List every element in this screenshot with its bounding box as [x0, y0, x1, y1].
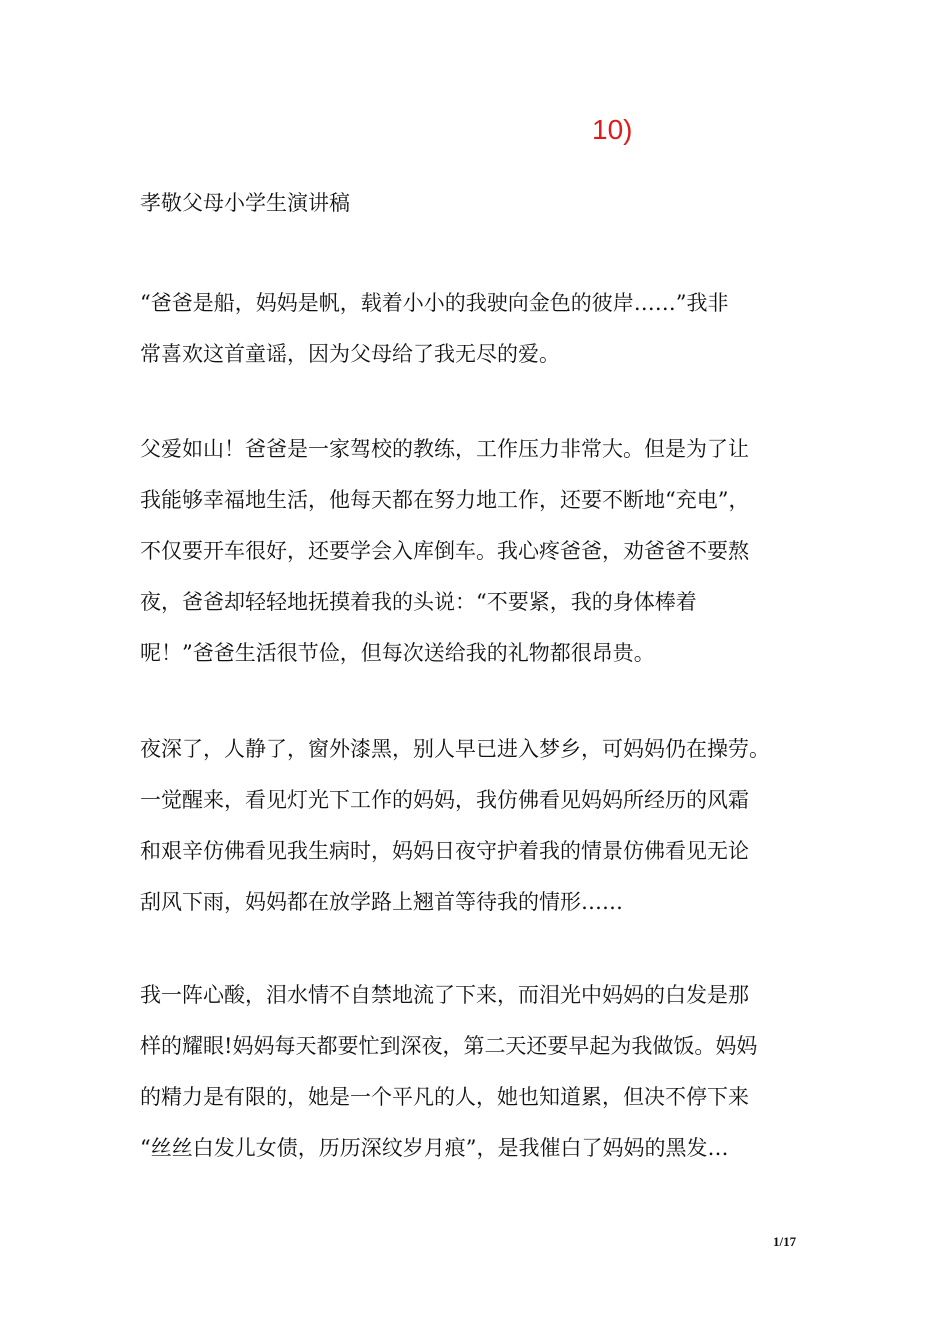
- paragraph-1: [140, 278, 820, 380]
- paragraph-line: 父爱如山！爸爸是一家驾校的教练，工作压力非常大。但是为了让: [140, 437, 749, 461]
- paragraph-line: 一觉醒来，看见灯光下工作的妈妈，我仿佛看见妈妈所经历的风霜: [140, 788, 749, 812]
- page-header-number: 10): [592, 114, 633, 145]
- paragraph-line: “爸爸是船，妈妈是帆，载着小小的我驶向金色的彼岸……”我非: [140, 291, 729, 315]
- paragraph-2: [140, 424, 820, 679]
- paragraph-4: [140, 970, 820, 1174]
- paragraph-3: [140, 724, 820, 928]
- paragraph-line: 常喜欢这首童谣，因为父母给了我无尽的爱。: [140, 342, 560, 366]
- paragraph-line: 刮风下雨，妈妈都在放学路上翘首等待我的情形……: [140, 890, 623, 914]
- paragraph-line: “丝丝白发儿女债，历历深纹岁月痕”，是我催白了妈妈的黑发…: [140, 1136, 729, 1160]
- paragraph-line: 的精力是有限的，她是一个平凡的人，她也知道累，但决不停下来: [140, 1085, 749, 1109]
- paragraph-line: 夜深了，人静了，窗外漆黑，别人早已进入梦乡，可妈妈仍在操劳。: [140, 737, 770, 761]
- paragraph-line: 我一阵心酸，泪水情不自禁地流了下来，而泪光中妈妈的白发是那: [140, 983, 749, 1007]
- paragraph-line: 夜，爸爸却轻轻地抚摸着我的头说：“不要紧，我的身体棒着: [140, 590, 697, 614]
- paragraph-line: 我能够幸福地生活，他每天都在努力地工作，还要不断地“充电”，: [140, 488, 750, 512]
- paragraph-line: 不仅要开车很好，还要学会入库倒车。我心疼爸爸，劝爸爸不要熬: [140, 539, 749, 563]
- paragraph-line: 和艰辛仿佛看见我生病时，妈妈日夜守护着我的情景仿佛看见无论: [140, 839, 749, 863]
- document-title: 孝敬父母小学生演讲稿: [140, 191, 350, 215]
- page-number: 1/17: [773, 1234, 797, 1249]
- paragraph-line: 样的耀眼!妈妈每天都要忙到深夜，第二天还要早起为我做饭。妈妈: [140, 1034, 758, 1058]
- paragraph-line: 呢！”爸爸生活很节俭，但每次送给我的礼物都很昂贵。: [140, 641, 655, 665]
